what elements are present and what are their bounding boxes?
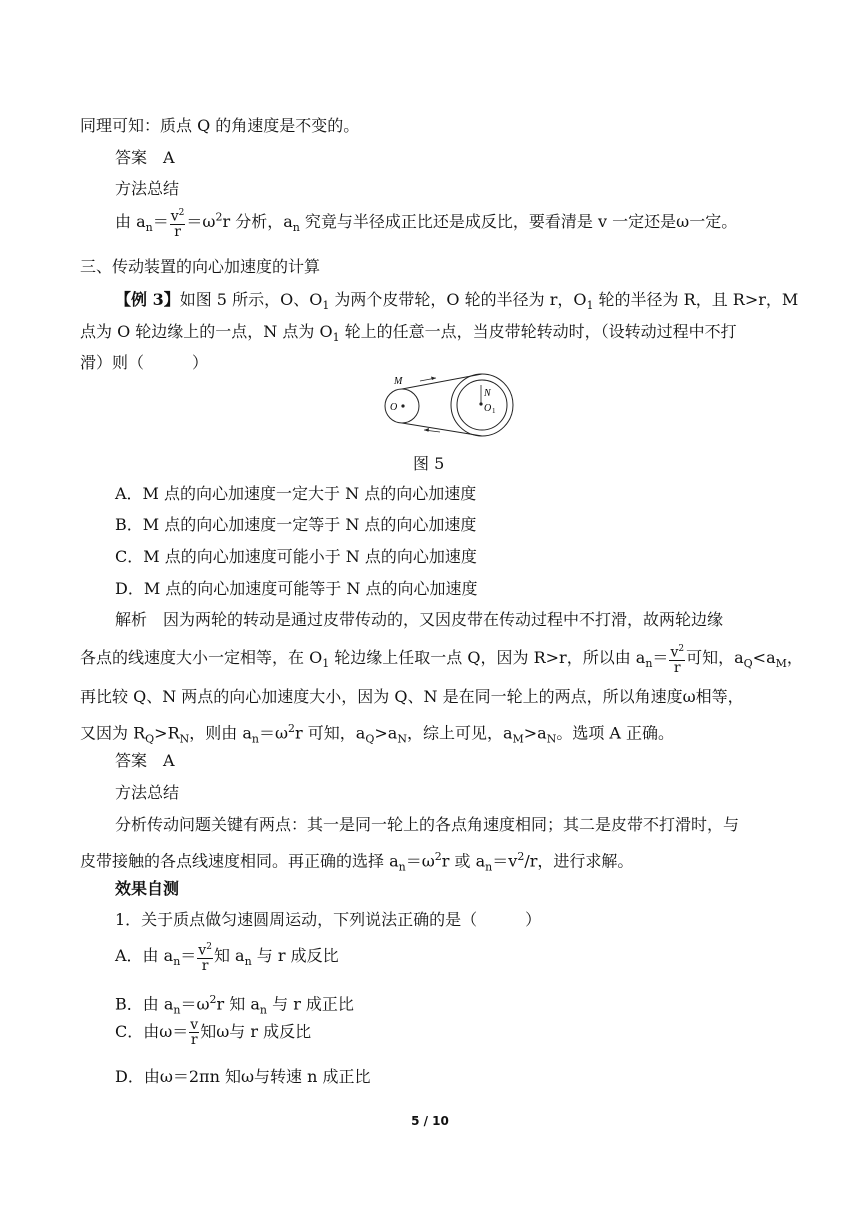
q1-option-a: A．由 $a_n=$ $\frac{v^2}{r}$ 知 $a_n$ 与 r 成反比 bbox=[115, 942, 339, 974]
page-number: 5 / 10 bbox=[411, 1114, 449, 1128]
q1-option-c: C．由ω＝ $\frac{v}{r}$ 知ω与 r 成反比 bbox=[115, 1017, 312, 1048]
belt-pulley-figure bbox=[382, 372, 516, 438]
q1-option-d: D．由ω＝2πn 知ω与转速 n 成正比 bbox=[115, 1067, 371, 1086]
example-line: 【例 3】如图 5 所示，O、$O_1$ 为两个皮带轮，O 轮的半径为 r，$O_1$ 轮的半径为 R，且 R>r，M bbox=[115, 290, 799, 313]
formula-line: 由 $a_n=$ $\frac{v^2}{r}$ $=\omega^2r$ 分析，$a_n$ 究竟与半径成正比还是成反比，要看清是 v 一定还是ω一定。 bbox=[115, 208, 738, 240]
label-n: N bbox=[484, 388, 491, 399]
method-line: 皮带接触的各点线速度相同。再正确的选择 $a_n=\omega^2r$ 或 $a_n=v^2/r$，进行求解。 bbox=[80, 850, 634, 874]
q1-option-b: B．由 $a_n=\omega^2r$ 知 $a_n$ 与 r 成正比 bbox=[115, 993, 354, 1017]
option-b: B．M 点的向心加速度一定等于 N 点的向心加速度 bbox=[115, 515, 477, 534]
belt-top bbox=[402, 374, 482, 389]
example-line: 点为 O 轮边缘上的一点，N 点为 $O_1$ 轮上的任意一点，当皮带轮转动时，（设转动过程中不打 bbox=[80, 322, 737, 345]
method-heading: 方法总结 bbox=[115, 179, 180, 198]
example-line: 滑）则（ ） bbox=[80, 353, 209, 372]
option-d: D．M 点的向心加速度可能等于 N 点的向心加速度 bbox=[115, 579, 478, 598]
section-heading: 三、传动装置的向心加速度的计算 bbox=[80, 257, 321, 276]
belt-bottom bbox=[402, 423, 482, 436]
answer-line: 答案 A bbox=[115, 148, 175, 167]
method-heading: 方法总结 bbox=[115, 783, 180, 802]
option-c: C．M 点的向心加速度可能小于 N 点的向心加速度 bbox=[115, 547, 477, 566]
center-o bbox=[401, 404, 404, 407]
question-1: 1．关于质点做匀速圆周运动，下列说法正确的是（ ） bbox=[115, 910, 542, 929]
label-m: M bbox=[394, 376, 403, 387]
svg-text:1: 1 bbox=[492, 407, 496, 415]
analysis-line: 各点的线速度大小一定相等，在 $O_1$ 轮边缘上任取一点 Q，因为 R>r，所以由 $a_n=$ $\frac{v^2}{r}$ 可知，$a_Q<a_M$， bbox=[80, 644, 803, 676]
fraction: $\frac{v^2}{r}$ bbox=[170, 208, 185, 240]
text-line: 同理可知：质点 Q 的角速度是不变的。 bbox=[80, 116, 360, 135]
label-o1: O bbox=[484, 403, 492, 414]
label-o: O bbox=[390, 402, 398, 413]
analysis-line: 再比较 Q、N 两点的向心加速度大小，因为 Q、N 是在同一轮上的两点，所以角速度ω相等， bbox=[80, 687, 744, 706]
option-a: A．M 点的向心加速度一定大于 N 点的向心加速度 bbox=[115, 484, 477, 503]
method-line: 分析传动问题关键有两点：其一是同一轮上的各点角速度相同；其二是皮带不打滑时，与 bbox=[115, 815, 740, 834]
analysis-line: 又因为 $R_Q>R_N$，则由 $a_n=\omega^2r$ 可知，$a_Q>a_N$，综上可见，$a_M>a_N$。选项 A 正确。 bbox=[80, 722, 675, 746]
selftest-heading: 效果自测 bbox=[115, 879, 180, 898]
answer-line: 答案 A bbox=[115, 751, 175, 770]
analysis-line: 解析 因为两轮的转动是通过皮带传动的，又因皮带在传动过程中不打滑，故两轮边缘 bbox=[115, 610, 724, 629]
figure-caption: 图 5 bbox=[413, 454, 445, 473]
